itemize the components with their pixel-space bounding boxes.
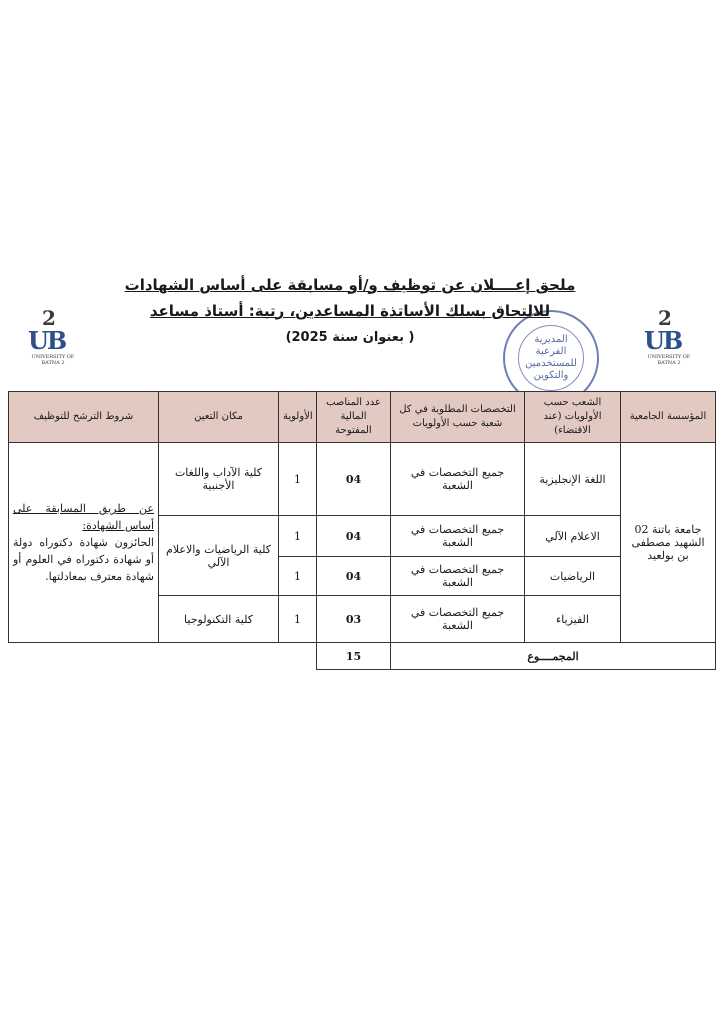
priority-cell: 1 (279, 516, 317, 557)
logo-caption: UNIVERSITY OF BATNA 2 (647, 354, 691, 366)
announcement-subtitle: للالتحاق بسلك الأساتذة المساعدين، رتبة: أستاذ مساعد (149, 302, 551, 320)
conditions-body: الحائزون شهادة دكتوراه دولة أو شهادة دكتوراه في العلوم أو شهادة معترف بمعادلتها. (13, 536, 154, 583)
header-specialties: التخصصات المطلوبة في كل شعبة حسب الأولويات (391, 392, 525, 443)
specialty-cell: جميع التخصصات في الشعبة (391, 596, 525, 643)
table-header-row (9, 392, 716, 443)
place-cell: كلية الآداب واللغات الأجنبية (159, 443, 279, 516)
announcement-year: ( بعنوان سنة 2025) (285, 330, 415, 345)
conditions-cell (9, 443, 159, 643)
specialty-cell: جميع التخصصات في الشعبة (391, 557, 525, 596)
logo-letters: UB (28, 326, 66, 355)
stamp-text: المديرية الفرعية للمستخدمين والتكوين (525, 334, 577, 381)
total-row (9, 643, 716, 670)
priority-cell: 1 (279, 596, 317, 643)
header-place: مكان التعين (159, 392, 279, 443)
logo-digit: 2 (42, 306, 56, 330)
conditions-title: عن طريق المسابقة على أساس الشهادة: (13, 502, 154, 532)
empty-cell (279, 643, 317, 670)
positions-cell: 03 (317, 596, 391, 643)
header-positions: عدد المناصب المالية المفتوحة (317, 392, 391, 443)
branch-cell: الرياضيات (525, 557, 621, 596)
total-label: المجمــــوع (391, 643, 716, 670)
announcement-title: ملحق إعــــلان عن توظيف و/أو مسابقة على أساس الشهادات (124, 276, 576, 294)
branch-cell: اللغة الإنجليزية (525, 443, 621, 516)
priority-cell: 1 (279, 557, 317, 596)
positions-cell: 04 (317, 443, 391, 516)
specialty-cell: جميع التخصصات في الشعبة (391, 443, 525, 516)
table-row (9, 443, 716, 516)
header-conditions: شروط الترشح للتوظيف (9, 392, 159, 443)
place-cell: كلية التكنولوجيا (159, 596, 279, 643)
recruitment-table (8, 391, 716, 670)
empty-cell (9, 643, 159, 670)
specialty-cell: جميع التخصصات في الشعبة (391, 516, 525, 557)
header-branches: الشعب حسب الأولويات (عند الاقتضاء) (525, 392, 621, 443)
logo-digit: 2 (658, 306, 672, 330)
institution-cell: جامعة باتنة 02 الشهيد مصطفى بن بولعيد (621, 443, 716, 643)
total-value: 15 (317, 643, 391, 670)
positions-cell: 04 (317, 557, 391, 596)
header-priority: الأولوية (279, 392, 317, 443)
positions-cell: 04 (317, 516, 391, 557)
priority-cell: 1 (279, 443, 317, 516)
university-logo-left (22, 306, 82, 370)
branch-cell: الفيزياء (525, 596, 621, 643)
logo-letters: UB (644, 326, 682, 355)
place-cell: كلية الرياضيات والاعلام الآلي (159, 516, 279, 596)
logo-caption: UNIVERSITY OF BATNA 2 (31, 354, 75, 366)
branch-cell: الاعلام الآلي (525, 516, 621, 557)
empty-cell (159, 643, 279, 670)
university-logo-right (638, 306, 698, 370)
header-institution: المؤسسة الجامعية (621, 392, 716, 443)
